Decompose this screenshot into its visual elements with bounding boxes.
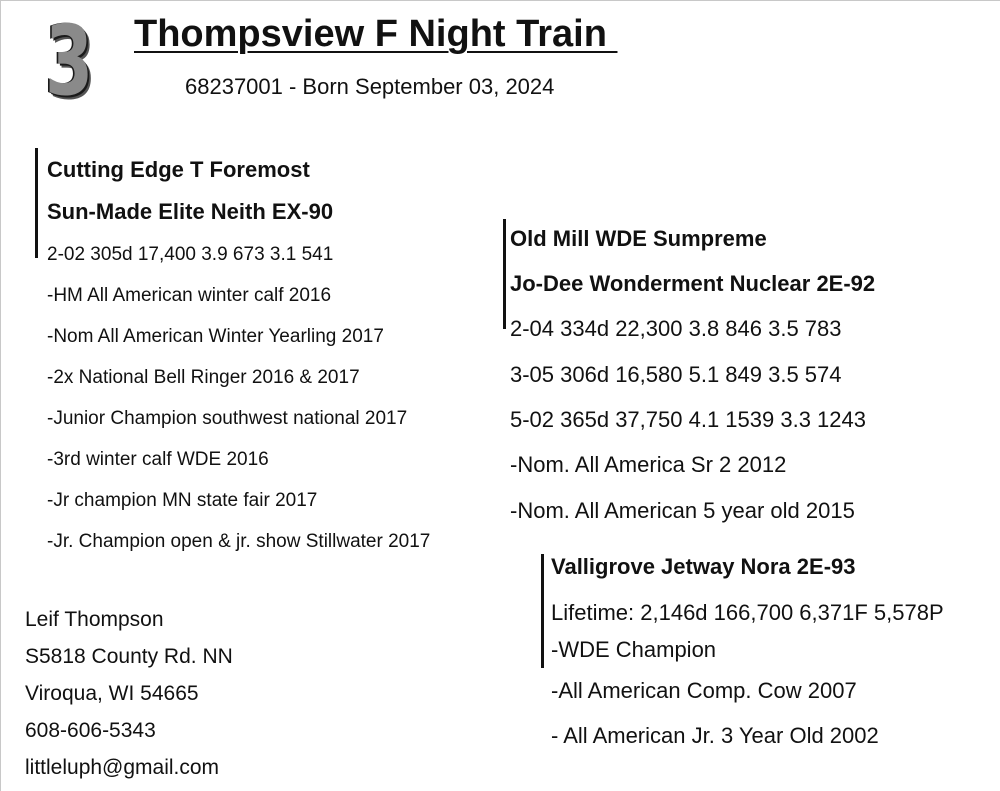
- granddam-award: -All American Comp. Cow 2007: [551, 678, 857, 703]
- dam-award: -Junior Champion southwest national 2017: [47, 408, 408, 429]
- dam-award: -Jr champion MN state fair 2017: [47, 490, 318, 511]
- dam-record: 3-05 306d 16,580 5.1 849 3.5 574: [510, 362, 842, 387]
- dam-record: 2-04 334d 22,300 3.8 846 3.5 783: [510, 316, 842, 341]
- dam-award: -Nom. All American 5 year old 2015: [510, 498, 855, 523]
- granddam-lifetime: Lifetime: 2,146d 166,700 6,371F 5,578P: [551, 600, 944, 625]
- lot-number: 3: [45, 5, 94, 117]
- dam-award: -HM All American winter calf 2016: [47, 285, 332, 306]
- dam-name: Jo-Dee Wonderment Nuclear 2E-92: [510, 271, 876, 296]
- dam-award: -Nom All American Winter Yearling 2017: [47, 326, 384, 347]
- dam-name: Sun-Made Elite Neith EX-90: [47, 199, 334, 224]
- maternal-grandsire-name: Old Mill WDE Sumpreme: [510, 226, 767, 251]
- dam-award: -3rd winter calf WDE 2016: [47, 449, 269, 470]
- granddam-award: -WDE Champion: [551, 637, 717, 662]
- pedigree-bracket: [35, 148, 38, 258]
- registration-birth: 68237001 - Born September 03, 2024: [185, 74, 555, 99]
- consignor-city: Viroqua, WI 54665: [25, 682, 199, 705]
- consignor-name: Leif Thompson: [25, 608, 164, 631]
- granddam-award: - All American Jr. 3 Year Old 2002: [551, 723, 879, 748]
- animal-name: Thompsview F Night Train: [134, 13, 618, 55]
- pedigree-bracket: [541, 554, 544, 668]
- consignor-phone: 608-606-5343: [25, 719, 156, 742]
- dam-record: 5-02 365d 37,750 4.1 1539 3.3 1243: [510, 407, 866, 432]
- dam-award: -2x National Bell Ringer 2016 & 2017: [47, 367, 360, 388]
- sire-name: Cutting Edge T Foremost: [47, 157, 310, 182]
- consignor-email: littleluph@gmail.com: [25, 756, 220, 779]
- consignor-address: S5818 County Rd. NN: [25, 645, 233, 668]
- dam-award: -Nom. All America Sr 2 2012: [510, 452, 787, 477]
- dam-award: -Jr. Champion open & jr. show Stillwater 2017: [47, 531, 431, 552]
- pedigree-bracket: [503, 219, 506, 329]
- dam-record: 2-02 305d 17,400 3.9 673 3.1 541: [47, 244, 334, 265]
- granddam-name: Valligrove Jetway Nora 2E-93: [551, 554, 856, 579]
